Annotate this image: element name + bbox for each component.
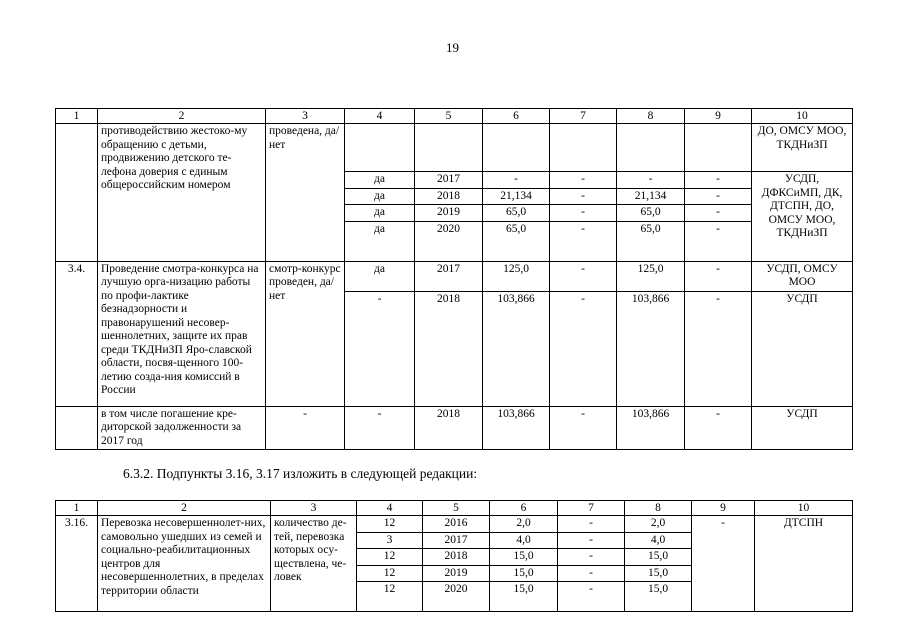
header-cell: 4: [345, 109, 415, 124]
table-row: да 2017 - - - - УСДП, ДФКСиМП, ДК, ДТСПН, ДО, ОМСУ МОО, ТКДНиЗП: [56, 172, 853, 189]
header-cell: 10: [755, 501, 853, 516]
header-cell: 3: [266, 109, 345, 124]
table-header-row: [56, 501, 853, 516]
table-row: 3.16. Перевозка несовершеннолет-них, самовольно ушедших из семей и социально-реабилитационных центров для несовершеннолетних, в пределах территории области количество де-тей, перевозка которых осу-ществлена, че-ловек 12 2016 2,0 - 2,0 - ДТСПН: [56, 516, 853, 533]
table-1: [55, 108, 853, 450]
header-cell: 9: [692, 501, 755, 516]
table-2: [55, 500, 853, 612]
header-cell: 1: [56, 501, 98, 516]
table-row: 3 2017 4,0 - 4,0: [56, 532, 853, 549]
measure-name-cell: противодействию жестоко-му обращению с детьми, продвижению детского те-лефона доверия с единым общероссийским номером: [98, 124, 266, 262]
table-row: 3.4. Проведение смотра-конкурса на лучшую орга-низацию работы по профи-лактике безнадзорности и правонарушений несовер-шеннолетних, защите их прав среди ТКДНиЗП Яро-славской области, посвя-щенного 100-летию созда-ния комиссий в России смотр-конкурс проведен, да/нет да 2017 125,0 - 125,0 - УСДП, ОМСУ МОО: [56, 261, 853, 291]
page-number: 19: [446, 40, 459, 55]
header-cell: 6: [483, 109, 550, 124]
header-cell: 10: [752, 109, 853, 124]
executor-cell: ДТСПН: [755, 516, 853, 612]
table-row: [56, 124, 853, 172]
executor-cell: УСДП, ОМСУ МОО: [752, 261, 853, 291]
header-cell: 6: [490, 501, 558, 516]
header-cell: 4: [357, 501, 423, 516]
table-row: 12 2020 15,0 - 15,0: [56, 582, 853, 612]
executor-cell: ДО, ОМСУ МОО, ТКДНиЗП: [752, 124, 853, 172]
row-number-cell: [56, 124, 98, 262]
indicator-cell: проведена, да/нет: [266, 124, 345, 262]
table-row: в том числе погашение кре-диторской задолженности за 2017 год - - 2018 103,866 - 103,866 - УСДП: [56, 406, 853, 450]
indicator-cell: смотр-конкурс проведен, да/нет: [266, 261, 345, 406]
table-row: - 2018 103,866 - 103,866 - УСДП: [56, 291, 853, 406]
measure-name-cell: Проведение смотра-конкурса на лучшую орга-низацию работы по профи-лактике безнадзорности и правонарушений несовер-шеннолетних, защите их прав среди ТКДНиЗП Яро-славской области, посвя-щенного 100-летию созда-ния комиссий в России: [98, 261, 266, 406]
indicator-cell: количество де-тей, перевозка которых осу-ществлена, че-ловек: [271, 516, 357, 612]
table-row: 12 2019 15,0 - 15,0: [56, 565, 853, 582]
header-cell: 7: [558, 501, 625, 516]
table-row: да 2020 65,0 - 65,0 -: [56, 221, 853, 261]
header-cell: 2: [98, 109, 266, 124]
executor-cell: УСДП: [752, 406, 853, 450]
table-row: да 2018 21,134 - 21,134 -: [56, 188, 853, 205]
header-cell: 7: [550, 109, 617, 124]
row-number-cell: 3.16.: [56, 516, 98, 612]
table-row: да 2019 65,0 - 65,0 -: [56, 205, 853, 222]
header-cell: 5: [423, 501, 490, 516]
header-cell: 1: [56, 109, 98, 124]
header-cell: 5: [415, 109, 483, 124]
table-header-row: [56, 109, 853, 124]
executor-cell: УСДП: [752, 291, 853, 406]
measure-name-cell: Перевозка несовершеннолет-них, самовольно ушедших из семей и социально-реабилитационных центров для несовершеннолетних, в пределах территории области: [98, 516, 271, 612]
header-cell: 3: [271, 501, 357, 516]
header-cell: 2: [98, 501, 271, 516]
header-cell: 9: [685, 109, 752, 124]
executor-cell: УСДП, ДФКСиМП, ДК, ДТСПН, ДО, ОМСУ МОО, ТКДНиЗП: [752, 172, 853, 262]
measure-name-cell: в том числе погашение кре-диторской задолженности за 2017 год: [98, 406, 266, 450]
row-number-cell: 3.4.: [56, 261, 98, 406]
paragraph-heading: 6.3.2. Подпункты 3.16, 3.17 изложить в следующей редакции:: [123, 466, 478, 481]
header-cell: 8: [617, 109, 685, 124]
header-cell: 8: [625, 501, 692, 516]
table-row: 12 2018 15,0 - 15,0: [56, 549, 853, 566]
